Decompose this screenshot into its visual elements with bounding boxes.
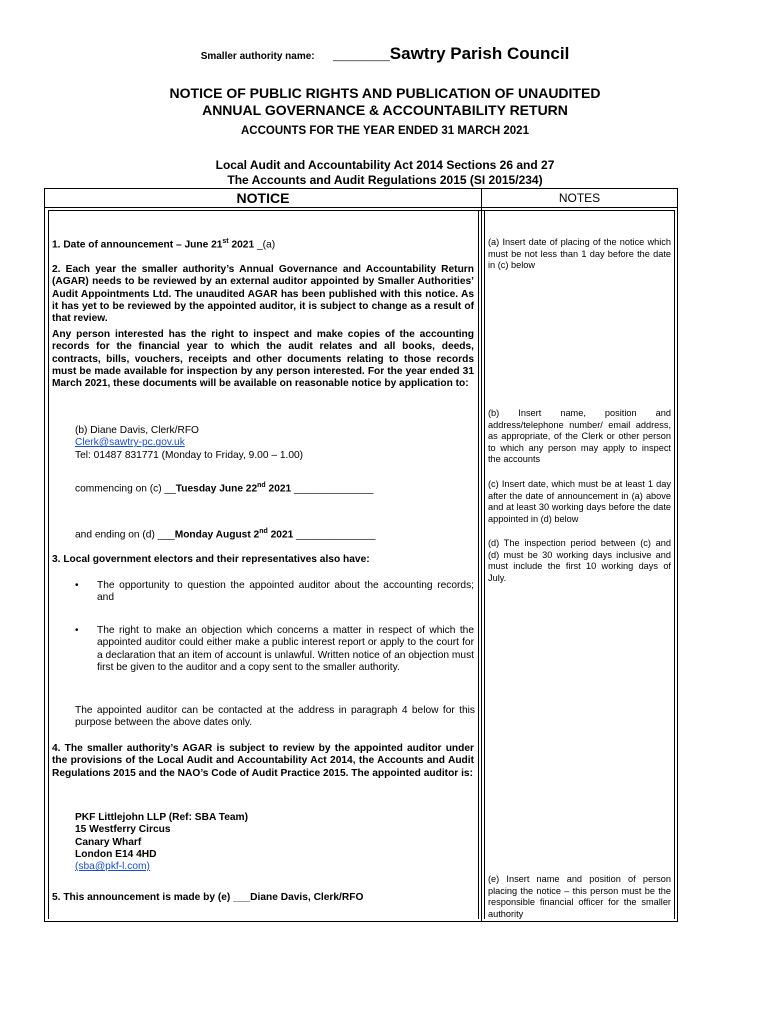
authority-name: Sawtry Parish Council [389,44,570,63]
note-e: (e) Insert name and position of person placing the notice – this person must be the responsible financial officer for the smaller authority [488,874,671,919]
table-inner-right [674,210,675,919]
auditor-contact-note: The appointed auditor can be contacted at the address in paragraph 4 below for this purpose between the above dates only. [75,705,475,729]
paragraph-2-rights: Any person interested has the right to inspect and make copies of the accounting records for the financial year to which the audit relates and all books, deeds, contracts, bills, vouchers, receipts and other documents relating to those records must be made available for inspection by any person interested. For the year ended 31 March 2021, these documents will be available on reasonable notice by application to: [52,329,474,390]
commencing-year: 2021 [265,483,292,495]
commencing-blank: ______________ [291,483,374,495]
act-line2: The Accounts and Audit Regulations 2015 (SI 2015/234) [227,173,543,187]
notice-title [0,85,770,119]
paragraph-5 [52,892,474,904]
commencing-label: commencing on (c) __ [75,483,176,495]
authority-label: Smaller authority name: [200,51,315,62]
table-divider [481,189,482,921]
p1-suffix: 2021 [228,239,257,251]
ending-sup: nd [259,528,268,535]
auditor-email-link[interactable]: (sba@pkf-l.com) [75,861,150,873]
auditor-address-line1: 15 Westferry Circus [75,824,171,836]
contact-email-link[interactable]: Clerk@sawtry-pc.gov.uk [75,437,185,449]
notice-title-line1: NOTICE OF PUBLIC RIGHTS AND PUBLICATION OF UNAUDITED [169,85,601,101]
notice-column-header: NOTICE [236,190,290,206]
auditor-address-line2: Canary Wharf [75,836,142,848]
notes-column-header: NOTES [558,191,601,205]
p1-sup: st [222,238,229,245]
auditor-name: PKF Littlejohn LLP (Ref: SBA Team) [75,812,248,823]
note-a: (a) Insert date of placing of the notice which must be not less than 1 day before the date in (c) below [488,237,671,271]
accounts-year: ACCOUNTS FOR THE YEAR ENDED 31 MARCH 2021 [241,125,529,137]
ending-date: Monday August 2 [174,529,260,541]
ending-label: and ending on (d) ___ [75,529,175,541]
auditor-address-line3: London E14 4HD [75,848,157,860]
bullet-2-marker: • [75,625,79,636]
p1-ref: _(a) [256,239,276,251]
paragraph-1 [52,236,474,252]
p5-label: 5. This announcement is made by (e) ___ [52,892,251,903]
contact-name: (b) Diane Davis, Clerk/RFO [75,425,199,436]
commencing-date: Tuesday June 22 [175,483,258,495]
note-b: (b) Insert name, position and address/telephone number/ email address, as appropriate, of the Clerk or other person to which any person may apply to inspect the accounts [488,408,671,465]
legislation-heading [0,158,770,188]
ending-blank: ______________ [293,529,376,541]
paragraph-4: 4. The smaller authority’s AGAR is subject to review by the appointed auditor under the provisions of the Local Audit and Accountability Act 2014, the Accounts and Audit Regulations 2015 and the NAO’s Code of Audit Practice 2015. The appointed auditor is: [52,743,474,779]
commencing-line [75,480,475,496]
paragraph-2: 2. Each year the smaller authority’s Annual Governance and Accountability Return (AGAR) needs to be reviewed by an external auditor appointed by Smaller Authorities’ Audit Appointments Ltd. The unaudited AGAR has been published with this notice. As it has yet to be reviewed by the appointed auditor, it is subject to change as a result of that review. [52,264,474,325]
table-inner-rule [48,210,675,211]
table-inner-mid-right [484,210,485,919]
ending-line [75,526,475,542]
note-c: (c) Insert date, which must be at least 1 day after the date of announcement in (a) above and at least 30 working days before the date appointed in (d) below [488,479,671,524]
bullet-1-text: The opportunity to question the appointed auditor about the accounting records; and [97,580,474,604]
authority-name-line [0,44,770,64]
contact-telephone: Tel: 01487 831771 (Monday to Friday, 9.00 – 1.00) [75,449,304,461]
bullet-2-text: The right to make an objection which concerns a matter in respect of which the appointed auditor could either make a public interest report or apply to the court for a declaration that an item of account is unlawful. Written notice of an objection must first be given to the auditor and a copy sent to the smaller authority. [97,625,474,673]
p1-text: 1. Date of announcement – June 21 [52,239,223,251]
authority-underline: ______ [333,44,390,63]
table-inner-left [48,210,49,919]
paragraph-3: 3. Local government electors and their representatives also have: [52,554,370,565]
bullet-1-marker: • [75,580,79,591]
contact-block [75,425,475,462]
note-d: (d) The inspection period between (c) and (d) must be 30 working days inclusive and must include the first 10 working days of July. [488,538,671,583]
table-inner-mid-left [478,210,479,919]
p5-name: Diane Davis, Clerk/RFO [250,892,364,903]
ending-year: 2021 [267,529,294,541]
auditor-address [75,812,475,873]
commencing-sup: nd [257,482,266,489]
notice-title-line2: ANNUAL GOVERNANCE & ACCOUNTABILITY RETURN [202,102,568,118]
act-line1: Local Audit and Accountability Act 2014 Sections 26 and 27 [215,158,555,172]
